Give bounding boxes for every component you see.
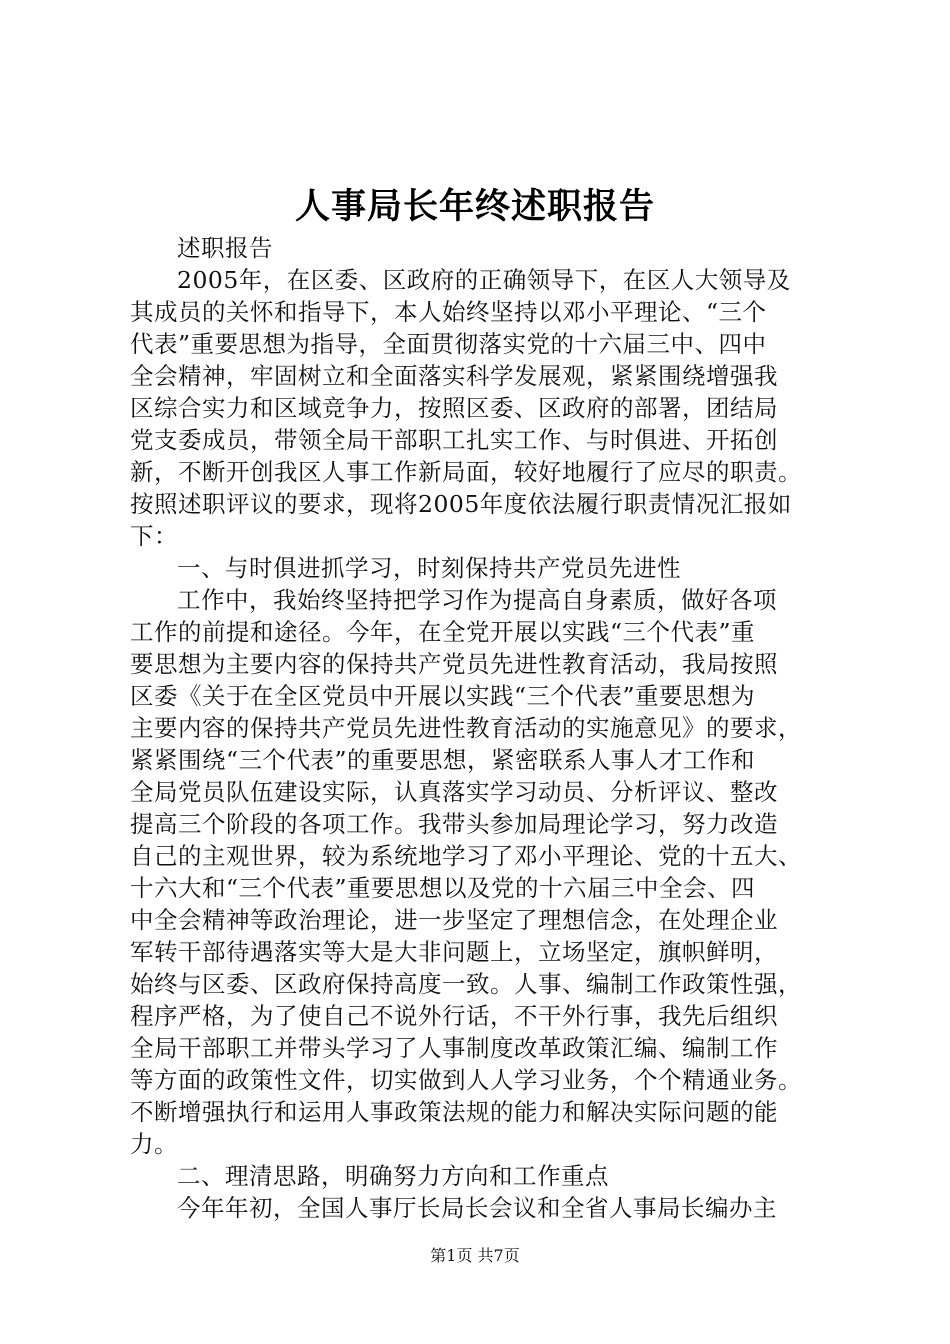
body-line: 工作的前提和途径。今年，在全党开展以实践“三个代表”重: [130, 618, 756, 646]
body-line: 十六大和“三个代表”重要思想以及党的十六届三中全会、四: [130, 874, 756, 902]
body-line: 区委《关于在全区党员中开展以实践“三个代表”重要思想为: [130, 682, 756, 710]
document-body: [130, 232, 848, 1224]
body-line: 紧紧围绕“三个代表”的重要思想，紧密联系人事人才工作和: [130, 746, 756, 774]
body-line: 2005年，在区委、区政府的正确领导下，在区人大领导及: [177, 266, 791, 294]
body-line: 中全会精神等政治理论，进一步坚定了理想信念，在处理企业: [130, 906, 778, 934]
body-line: 要思想为主要内容的保持共产党员先进性教育活动，我局按照: [130, 650, 778, 678]
body-line: 其成员的关怀和指导下，本人始终坚持以邓小平理论、“三个: [130, 298, 767, 326]
body-line: 始终与区委、区政府保持高度一致。人事、编制工作政策性强，: [130, 970, 802, 998]
body-line: 自己的主观世界，较为系统地学习了邓小平理论、党的十五大、: [130, 842, 802, 870]
body-line: 按照述职评议的要求，现将2005年度依法履行职责情况汇报如: [130, 490, 792, 518]
body-line: 代表”重要思想为指导，全面贯彻落实党的十六届三中、四中: [130, 330, 767, 358]
body-line: 工作中，我始终坚持把学习作为提高自身素质，做好各项: [177, 586, 777, 614]
body-line: 区综合实力和区域竞争力，按照区委、区政府的部署，团结局: [130, 394, 778, 422]
body-line: 程序严格，为了使自己不说外行话，不干外行事，我先后组织: [130, 1002, 778, 1030]
section-heading: 一、与时俱进抓学习，时刻保持共产党员先进性: [177, 554, 681, 582]
body-line: 全局党员队伍建设实际，认真落实学习动员、分析评议、整改: [130, 778, 778, 806]
body-line: 等方面的政策性文件，切实做到人人学习业务，个个精通业务。: [130, 1066, 802, 1094]
body-line: 全局干部职工并带头学习了人事制度改革政策汇编、编制工作: [130, 1034, 778, 1062]
body-line: 提高三个阶段的各项工作。我带头参加局理论学习，努力改造: [130, 810, 778, 838]
body-line: 下：: [130, 522, 178, 550]
page-footer: 第1页 共7页: [430, 1246, 520, 1265]
body-line: 述职报告: [177, 234, 273, 262]
body-line: 新，不断开创我区人事工作新局面，较好地履行了应尽的职责。: [130, 458, 802, 486]
body-line: 全会精神，牢固树立和全面落实科学发展观，紧紧围绕增强我: [130, 362, 778, 390]
section-heading: 二、理清思路，明确努力方向和工作重点: [177, 1162, 609, 1190]
body-line: 主要内容的保持共产党员先进性教育活动的实施意见》的要求，: [130, 714, 802, 742]
body-line: 不断增强执行和运用人事政策法规的能力和解决实际问题的能: [130, 1098, 778, 1126]
body-line: 今年年初，全国人事厅长局长会议和全省人事局长编办主: [177, 1194, 777, 1222]
body-line: 党支委成员，带领全局干部职工扎实工作、与时俱进、开拓创: [130, 426, 778, 454]
body-line: 力。: [130, 1130, 178, 1158]
body-line: 军转干部待遇落实等大是大非问题上，立场坚定，旗帜鲜明，: [130, 938, 778, 966]
document-title: 人事局长年终述职报告: [294, 186, 655, 227]
